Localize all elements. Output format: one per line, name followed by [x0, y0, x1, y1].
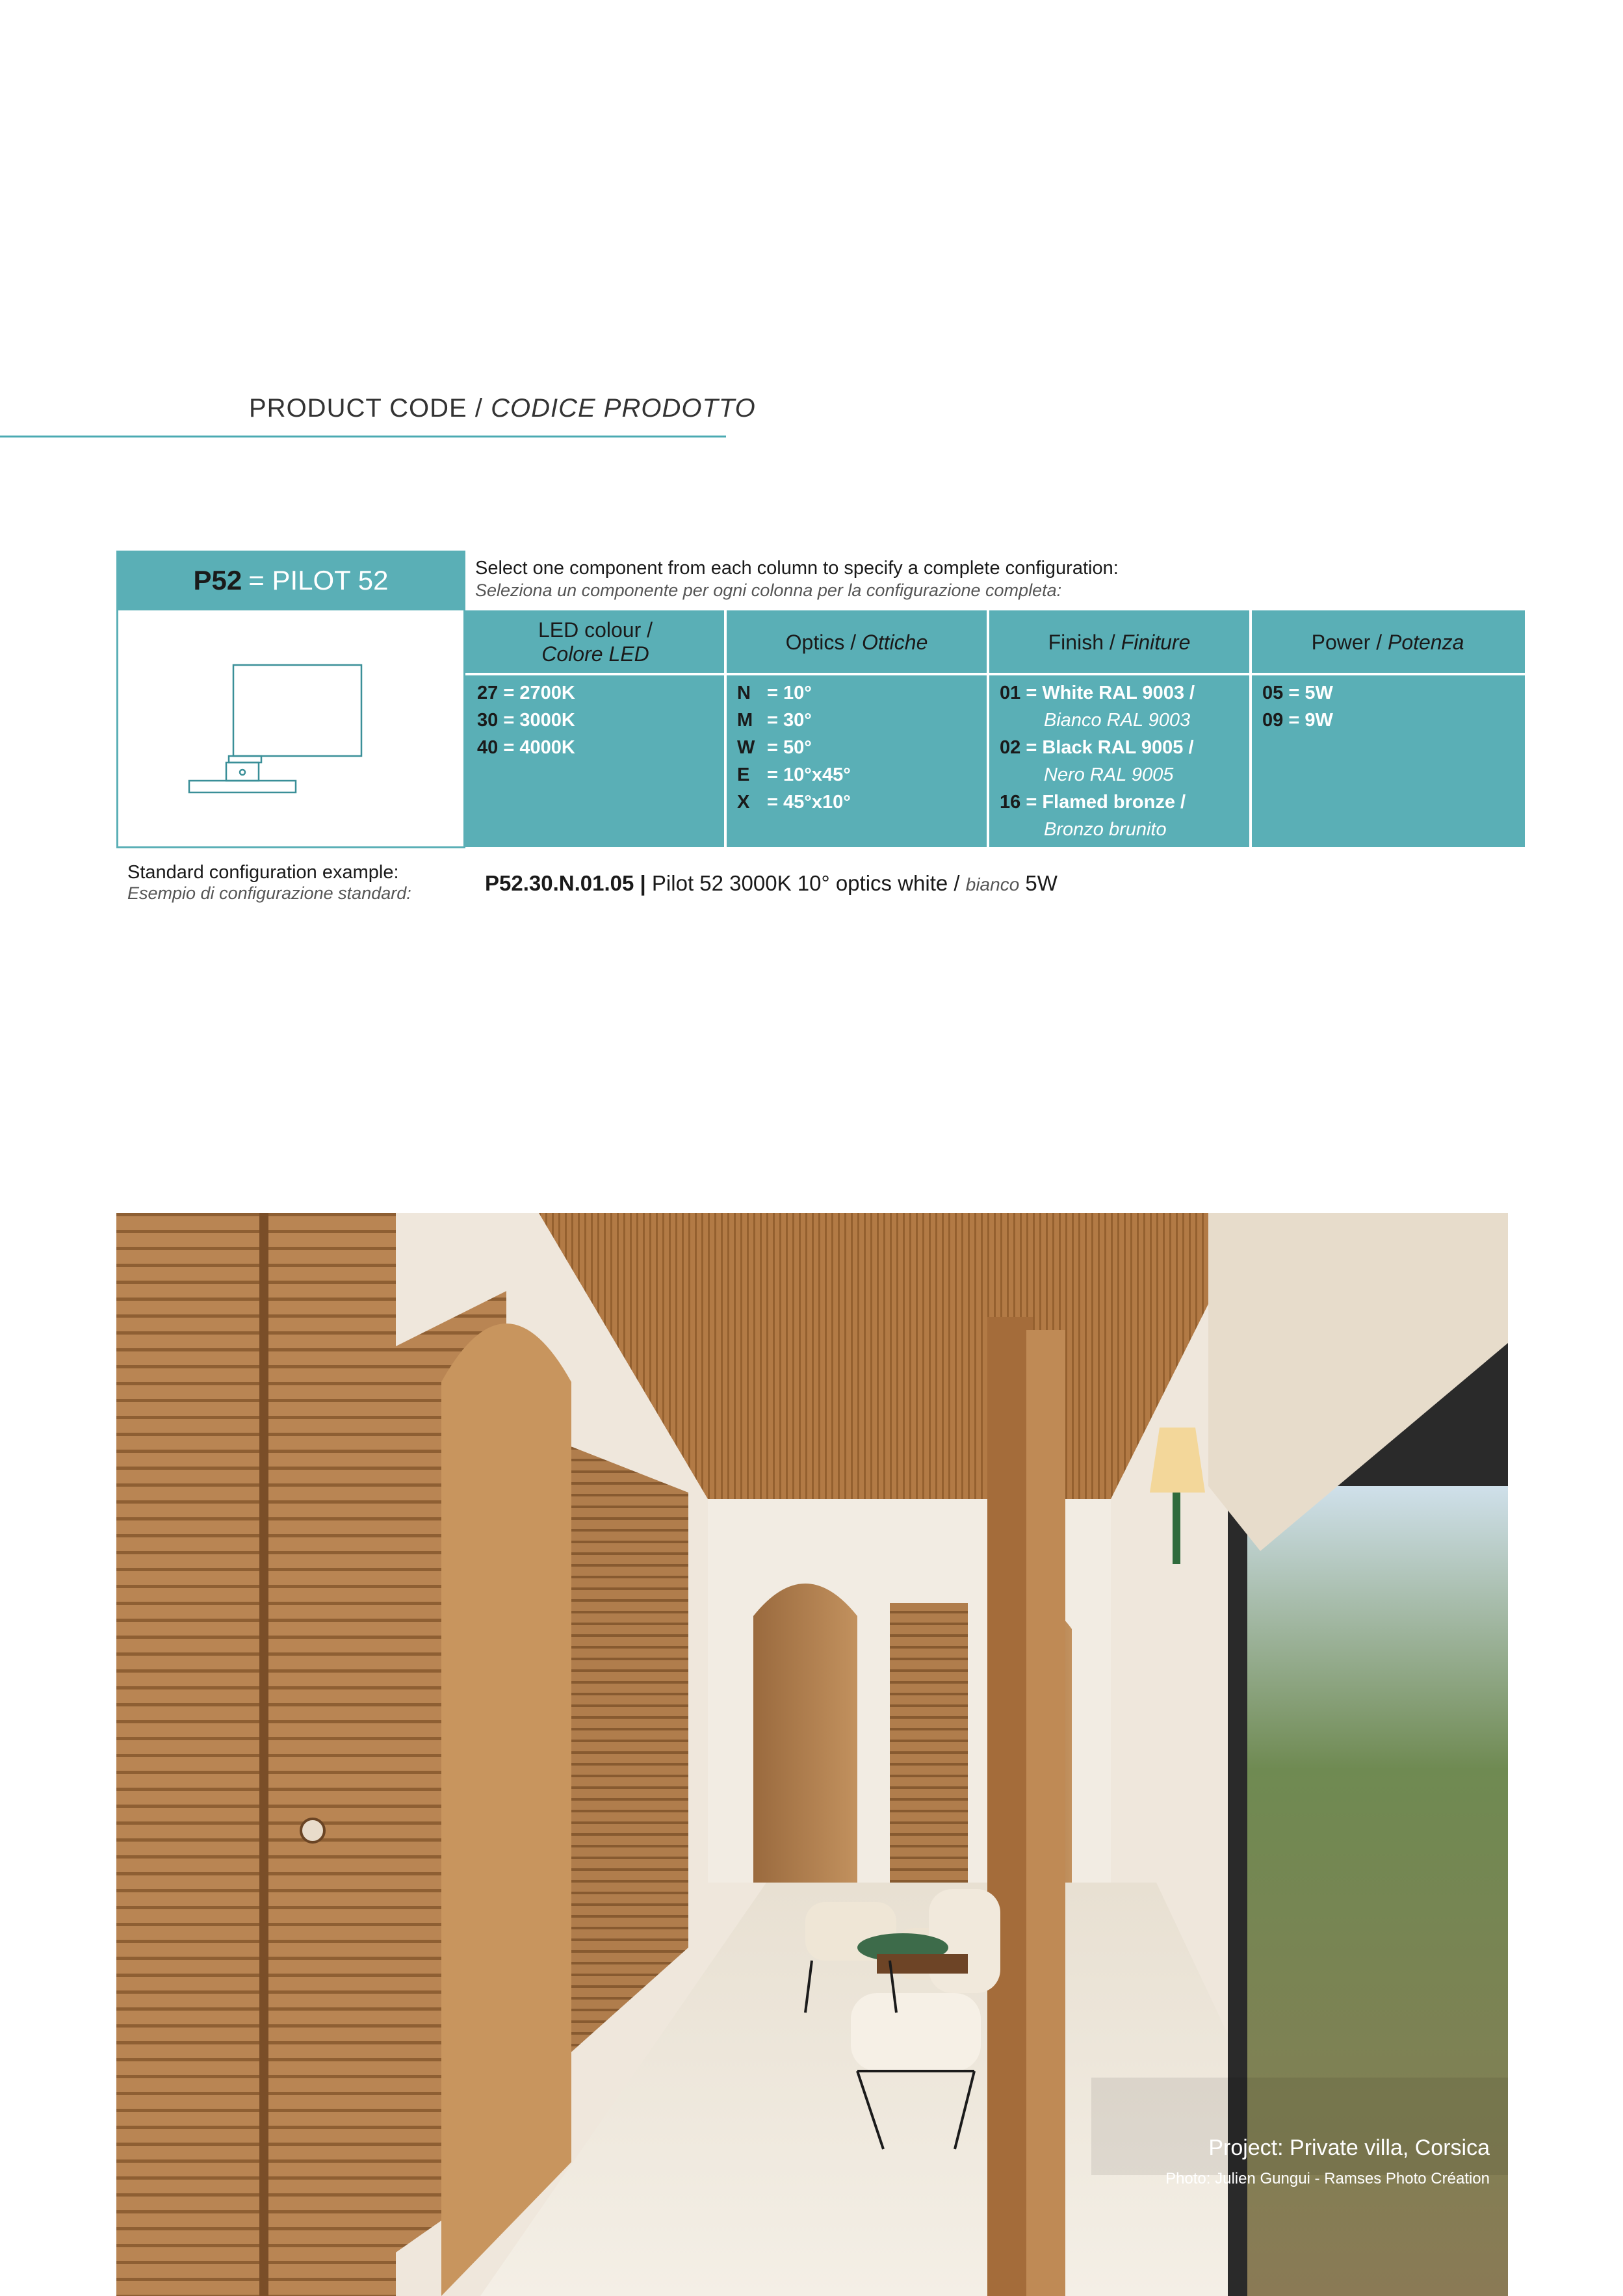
- column-body-optics: [725, 675, 988, 847]
- section-divider: [0, 436, 726, 437]
- option-code: M: [737, 710, 753, 731]
- option-row: [737, 789, 988, 816]
- option-row: [1262, 679, 1525, 707]
- option-row: [1000, 816, 1251, 843]
- option-row: [737, 679, 988, 707]
- instructions-en: Select one component from each column to specify a complete configuration:: [475, 558, 1119, 579]
- standard-label-en: Standard configuration example:: [127, 862, 399, 883]
- option-row: [1000, 707, 1251, 734]
- column-body-finish: [988, 675, 1251, 847]
- standard-config-example: [485, 871, 1058, 896]
- option-value: = 9W: [1283, 710, 1333, 731]
- product-name: = PILOT 52: [248, 565, 389, 595]
- standard-desc-it: bianco: [965, 874, 1020, 894]
- option-value: = Flamed bronze /: [1020, 792, 1186, 813]
- column-finish-it: Finiture: [1121, 630, 1191, 654]
- option-value-it: Nero RAL 9005: [1044, 764, 1174, 785]
- column-optics-it: Ottiche: [861, 630, 928, 654]
- section-title-en: PRODUCT CODE /: [249, 394, 483, 423]
- standard-code: P52.30.N.01.05 |: [485, 871, 646, 895]
- option-value-it: Bianco RAL 9003: [1044, 710, 1191, 731]
- option-code: 05: [1262, 683, 1284, 703]
- option-value: = 2700K: [498, 683, 575, 703]
- option-code: W: [737, 737, 755, 758]
- option-code: 40: [477, 737, 499, 758]
- column-body-led: [465, 675, 725, 847]
- project-caption: Project: Private villa, Corsica: [1208, 2135, 1490, 2160]
- column-separator: [987, 610, 989, 848]
- column-header-led: [465, 610, 725, 674]
- option-code: 09: [1262, 710, 1284, 731]
- option-row: [737, 761, 988, 789]
- option-row: [1000, 734, 1251, 761]
- fixture-outline-icon: [118, 610, 467, 848]
- product-code: P52: [193, 565, 242, 595]
- column-body-power: [1251, 675, 1525, 847]
- product-drawing: [116, 610, 465, 848]
- section-title-it: CODICE PRODOTTO: [491, 394, 756, 423]
- standard-config-label: [127, 862, 411, 904]
- column-led-en: LED colour /: [538, 618, 653, 642]
- option-code: X: [737, 792, 750, 813]
- column-power-en: Power /: [1311, 630, 1383, 654]
- option-value-it: Bronzo brunito: [1044, 819, 1167, 840]
- option-value: = 50°: [767, 737, 812, 758]
- instructions-it: Seleziona un componente per ogni colonna per la configurazione completa:: [475, 581, 1062, 600]
- header-separator: [465, 673, 1525, 675]
- product-code-header: [116, 551, 465, 610]
- column-separator: [1249, 610, 1252, 848]
- option-row: [1000, 761, 1251, 789]
- option-row: [737, 734, 988, 761]
- option-row: [1000, 789, 1251, 816]
- option-value: = 10°: [767, 683, 812, 703]
- column-separator: [724, 610, 727, 848]
- option-code: 02: [1000, 737, 1021, 758]
- option-value: = White RAL 9003 /: [1020, 683, 1195, 703]
- option-value: = Black RAL 9005 /: [1020, 737, 1194, 758]
- standard-desc-end: 5W: [1019, 871, 1058, 895]
- option-row: [477, 679, 725, 707]
- project-photo: [116, 1213, 1508, 2296]
- option-value: = 4000K: [498, 737, 575, 758]
- section-title: [249, 394, 756, 423]
- option-code: 30: [477, 710, 499, 731]
- column-header-optics: [725, 610, 988, 674]
- column-led-it: Colore LED: [541, 642, 649, 666]
- column-header-finish: [988, 610, 1251, 674]
- photo-caption: [1165, 2135, 1490, 2188]
- option-code: E: [737, 764, 750, 785]
- option-code: 01: [1000, 683, 1021, 703]
- configuration-instructions: [475, 558, 1450, 601]
- standard-label-it: Esempio di configurazione standard:: [127, 883, 411, 903]
- option-value: = 5W: [1283, 683, 1333, 703]
- standard-desc: Pilot 52 3000K 10° optics white /: [645, 871, 966, 895]
- interior-image: [116, 1213, 1508, 2296]
- option-row: [1000, 679, 1251, 707]
- option-row: [1262, 707, 1525, 734]
- option-value: = 3000K: [498, 710, 575, 731]
- column-header-power: [1251, 610, 1525, 674]
- option-value: = 30°: [767, 710, 812, 731]
- photo-credit: Photo: Julien Gungui - Ramses Photo Création: [1165, 2170, 1490, 2187]
- option-code: 27: [477, 683, 499, 703]
- option-row: [737, 707, 988, 734]
- option-row: [477, 734, 725, 761]
- option-value: = 45°x10°: [767, 792, 851, 813]
- column-optics-en: Optics /: [785, 630, 857, 654]
- option-row: [477, 707, 725, 734]
- option-value: = 10°x45°: [767, 764, 851, 785]
- column-power-it: Potenza: [1387, 630, 1464, 654]
- option-code: 16: [1000, 792, 1021, 813]
- option-code: N: [737, 683, 751, 703]
- column-finish-en: Finish /: [1048, 630, 1115, 654]
